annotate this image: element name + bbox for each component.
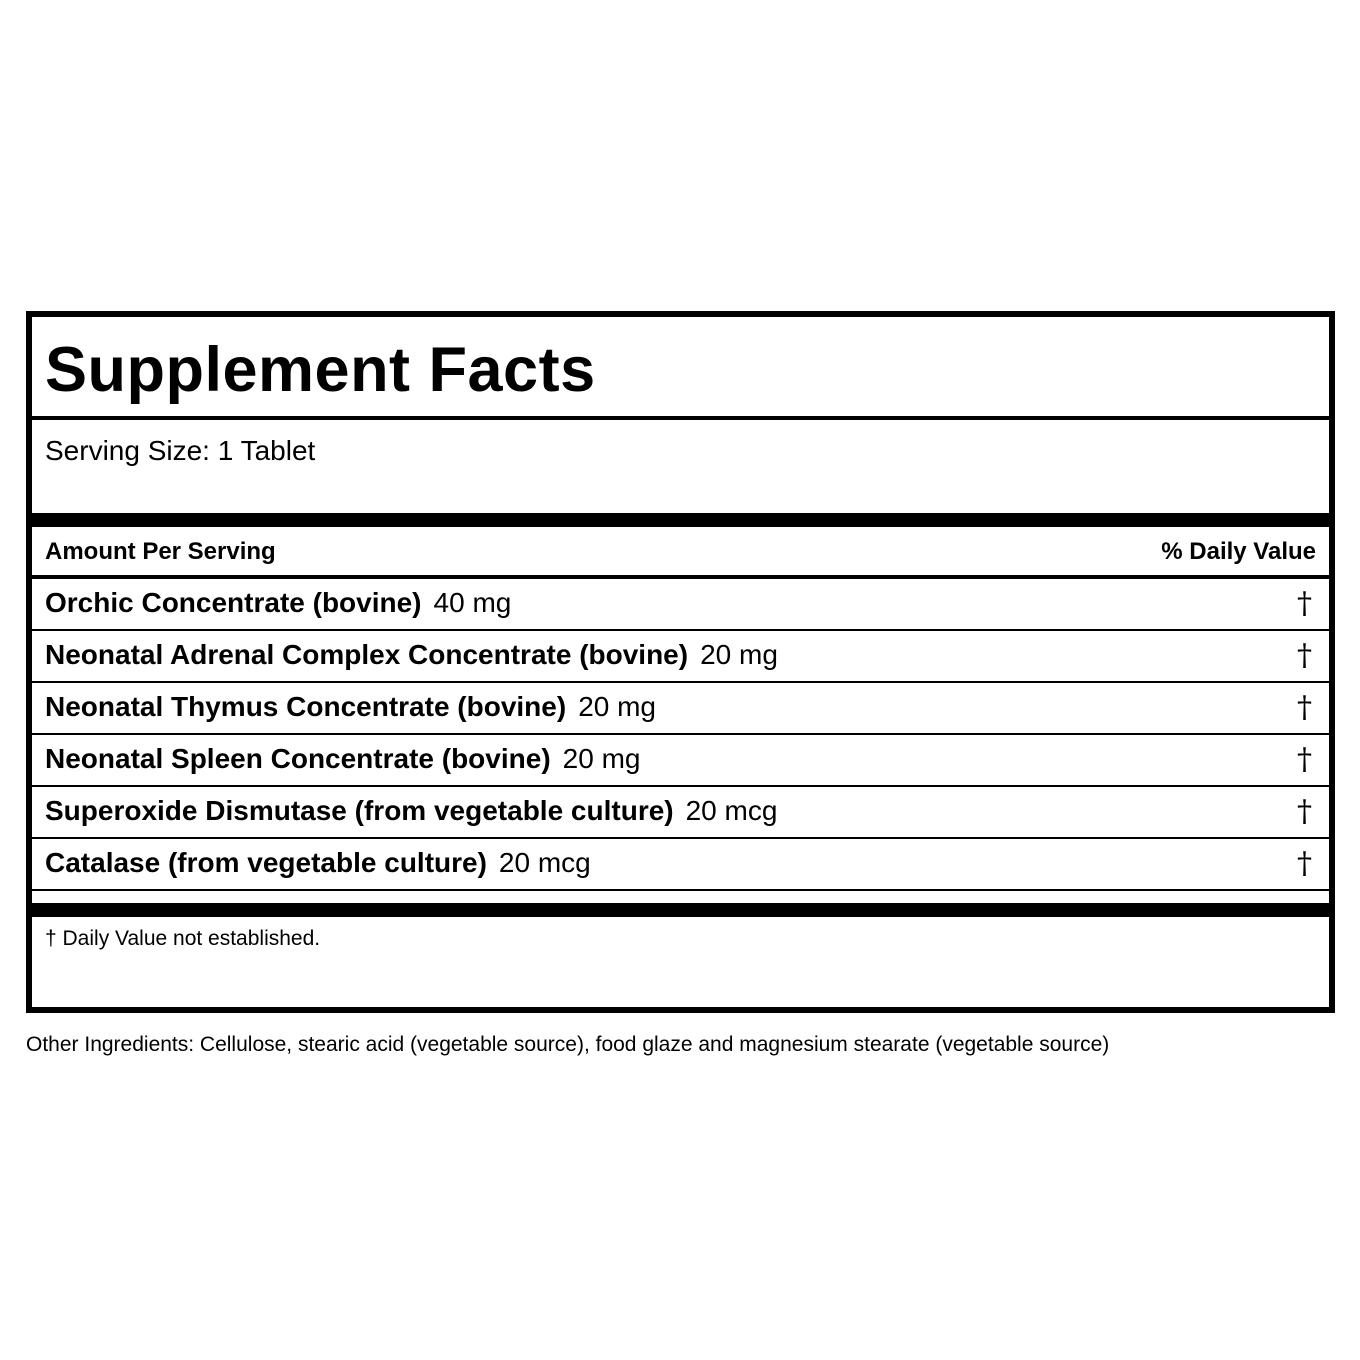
ingredient-name: Catalase (from vegetable culture) xyxy=(45,847,487,878)
dagger-mark: † xyxy=(1297,846,1312,881)
ingredient-name: Neonatal Thymus Concentrate (bovine) xyxy=(45,691,567,722)
column-header-row xyxy=(32,529,1329,579)
dagger-mark: † xyxy=(1297,586,1312,621)
title-row xyxy=(32,317,1329,420)
ingredient-name: Orchic Concentrate (bovine) xyxy=(45,587,422,618)
ingredient-text xyxy=(45,742,640,776)
ingredient-amount: 20 mg xyxy=(578,691,657,722)
ingredient-name: Superoxide Dismutase (from vegetable culture) xyxy=(45,795,674,826)
dagger-mark: † xyxy=(1297,742,1312,777)
ingredient-amount: 20 mg xyxy=(700,639,778,670)
ingredient-text xyxy=(45,638,778,672)
ingredient-amount: 20 mcg xyxy=(498,847,591,878)
thick-divider-top xyxy=(32,513,1329,527)
ingredient-amount: 40 mg xyxy=(433,587,512,618)
ingredient-name: Neonatal Adrenal Complex Concentrate (bovine) xyxy=(45,639,689,670)
panel-title: Supplement Facts xyxy=(45,335,596,405)
ingredient-text xyxy=(45,794,777,828)
ingredient-text xyxy=(45,846,591,880)
ingredient-text xyxy=(45,586,511,620)
ingredient-row xyxy=(32,683,1329,735)
dagger-mark: † xyxy=(1297,690,1312,725)
thick-divider-bottom xyxy=(32,903,1329,917)
ingredient-row xyxy=(32,735,1329,787)
supplement-facts-panel xyxy=(26,311,1335,1013)
ingredient-list xyxy=(32,579,1329,891)
ingredient-text xyxy=(45,690,656,724)
ingredient-row xyxy=(32,787,1329,839)
ingredient-row xyxy=(32,579,1329,631)
ingredient-row xyxy=(32,631,1329,683)
serving-size: Serving Size: 1 Tablet xyxy=(45,435,316,466)
ingredient-name: Neonatal Spleen Concentrate (bovine) xyxy=(45,743,551,774)
daily-value-footnote: † Daily Value not established. xyxy=(45,927,321,950)
daily-value-header: % Daily Value xyxy=(1161,538,1316,565)
dagger-mark: † xyxy=(1297,794,1312,829)
ingredient-amount: 20 mcg xyxy=(685,795,778,826)
dagger-mark: † xyxy=(1297,638,1312,673)
amount-per-serving-header: Amount Per Serving xyxy=(45,538,276,565)
other-ingredients: Other Ingredients: Cellulose, stearic acid (vegetable source), food glaze and magnesium stearate (vegetable source) xyxy=(26,1033,1110,1056)
ingredient-row xyxy=(32,839,1329,891)
ingredient-amount: 20 mg xyxy=(562,743,641,774)
serving-row xyxy=(32,420,1329,513)
